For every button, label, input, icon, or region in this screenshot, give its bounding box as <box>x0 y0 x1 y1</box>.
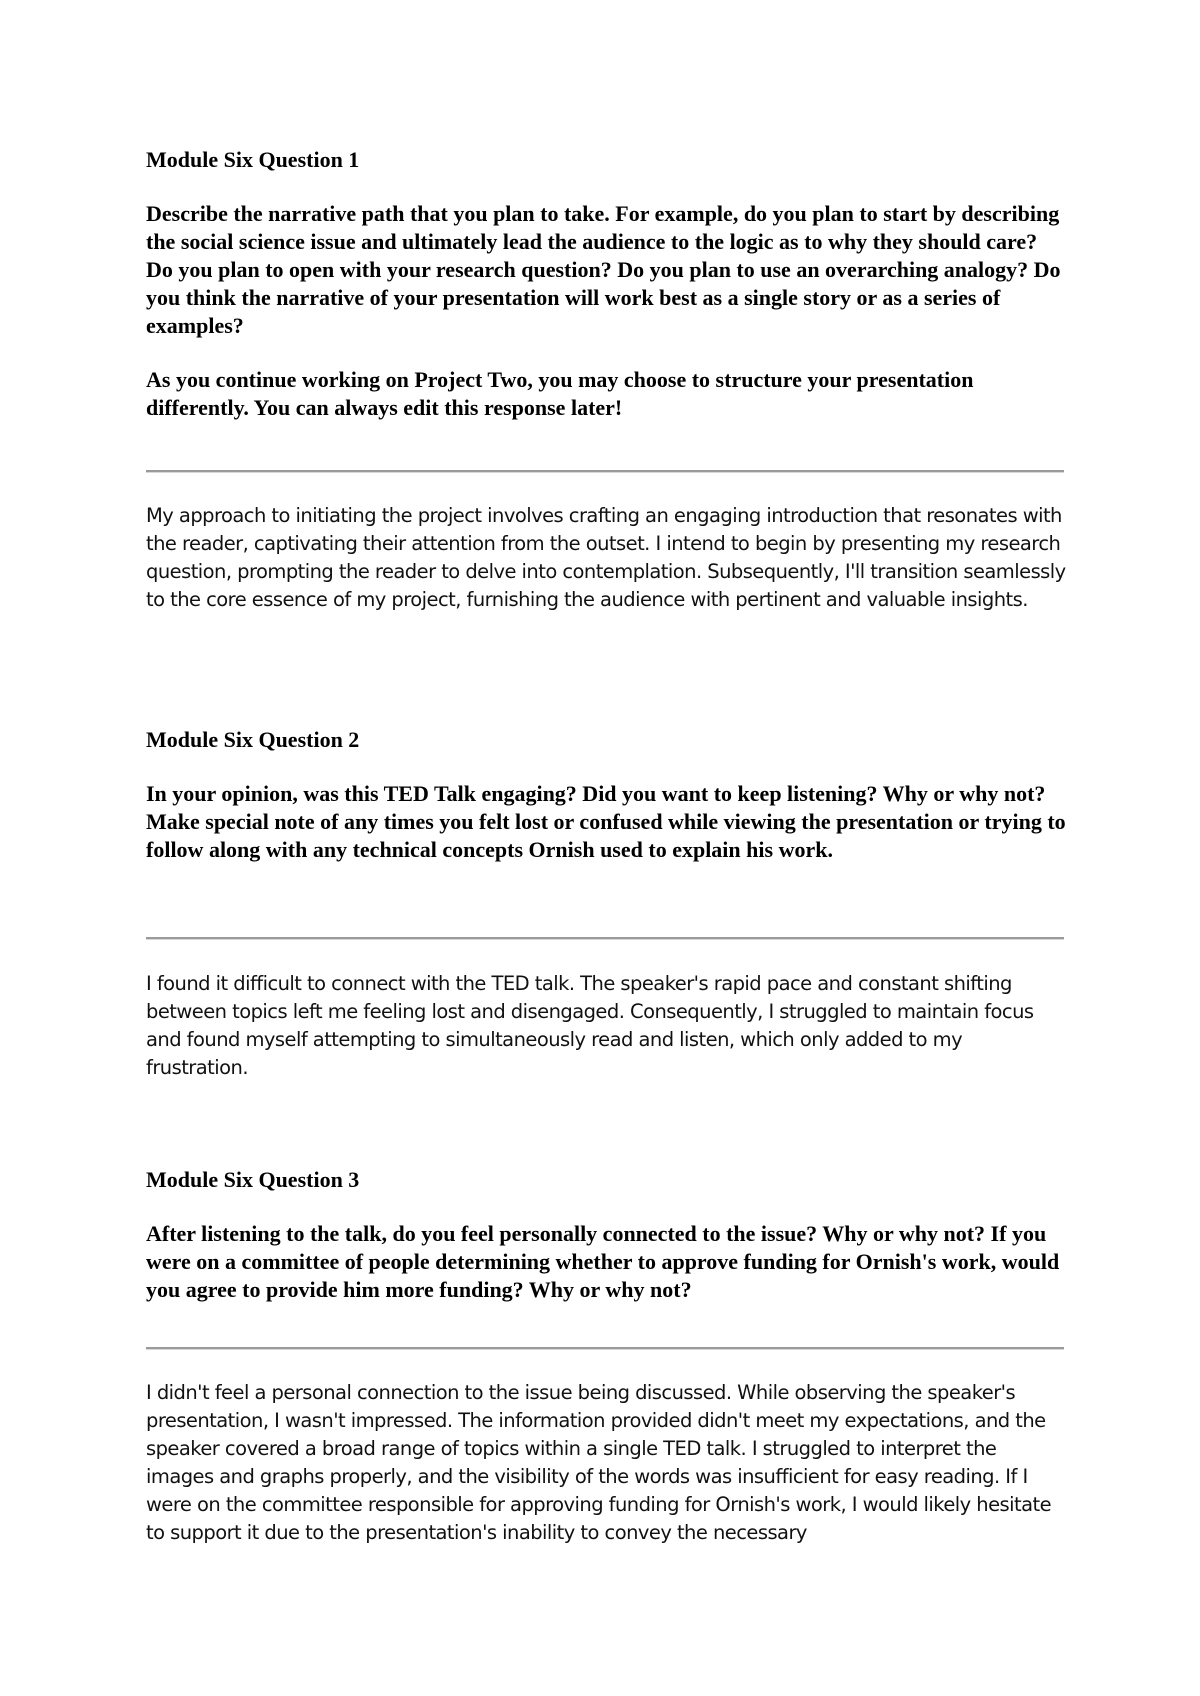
question-3-divider <box>146 1347 1064 1350</box>
question-3-section <box>146 1166 1066 1304</box>
question-1-note: As you continue working on Project Two, you may choose to structure your presentation differently. You can always edit this response later! <box>146 367 974 420</box>
question-2-divider <box>146 937 1064 940</box>
question-3-answer: I didn't feel a personal connection to the issue being discussed. While observing the speaker's presentation, I wasn't impressed. The information provided didn't meet my expectations, and the speaker covered a broad range of topics within a single TED talk. I struggled to interpret the images and graphs properly, and the visibility of the words was insufficient for easy reading. If I were on the committee responsible for approving funding for Ornish's work, I would likely hesitate to support it due to the presentation's inability to convey the necessary <box>146 1381 1052 1544</box>
question-2-prompt: In your opinion, was this TED Talk engaging? Did you want to keep listening? Why or why not? Make special note of any times you felt lost or confused while viewing the presentation or trying to follow along with any technical concepts Ornish used to explain his work. <box>146 781 1066 862</box>
question-1-answer: My approach to initiating the project involves crafting an engaging introduction that resonates with the reader, captivating their attention from the outset. I intend to begin by presenting my research question, prompting the reader to delve into contemplation. Subsequently, I'll transition seamlessly to the core essence of my project, furnishing the audience with pertinent and valuable insights. <box>146 504 1066 611</box>
question-2-answer: I found it difficult to connect with the TED talk. The speaker's rapid pace and constant shifting between topics left me feeling lost and disengaged. Consequently, I struggled to maintain focus and found myself attempting to simultaneously read and listen, which only added to my frustration. <box>146 972 1034 1079</box>
question-1-prompt: Describe the narrative path that you plan to take. For example, do you plan to start by describing the social science issue and ultimately lead the audience to the logic as to why they should care? Do you plan to open with your research question? Do you plan to use an overarching analogy? Do you think the narrative of your presentation will work best as a single story or as a series of examples? <box>146 201 1061 338</box>
question-2-section <box>146 726 1066 864</box>
question-1-divider <box>146 470 1064 473</box>
question-3-heading: Module Six Question 3 <box>146 1167 360 1192</box>
question-3-prompt: After listening to the talk, do you feel personally connected to the issue? Why or why not? If you were on a committee of people determining whether to approve funding for Ornish's work, would you agree to provide him more funding? Why or why not? <box>146 1221 1060 1302</box>
question-1-section <box>146 146 1066 422</box>
question-2-heading: Module Six Question 2 <box>146 727 360 752</box>
question-1-heading: Module Six Question 1 <box>146 147 360 172</box>
